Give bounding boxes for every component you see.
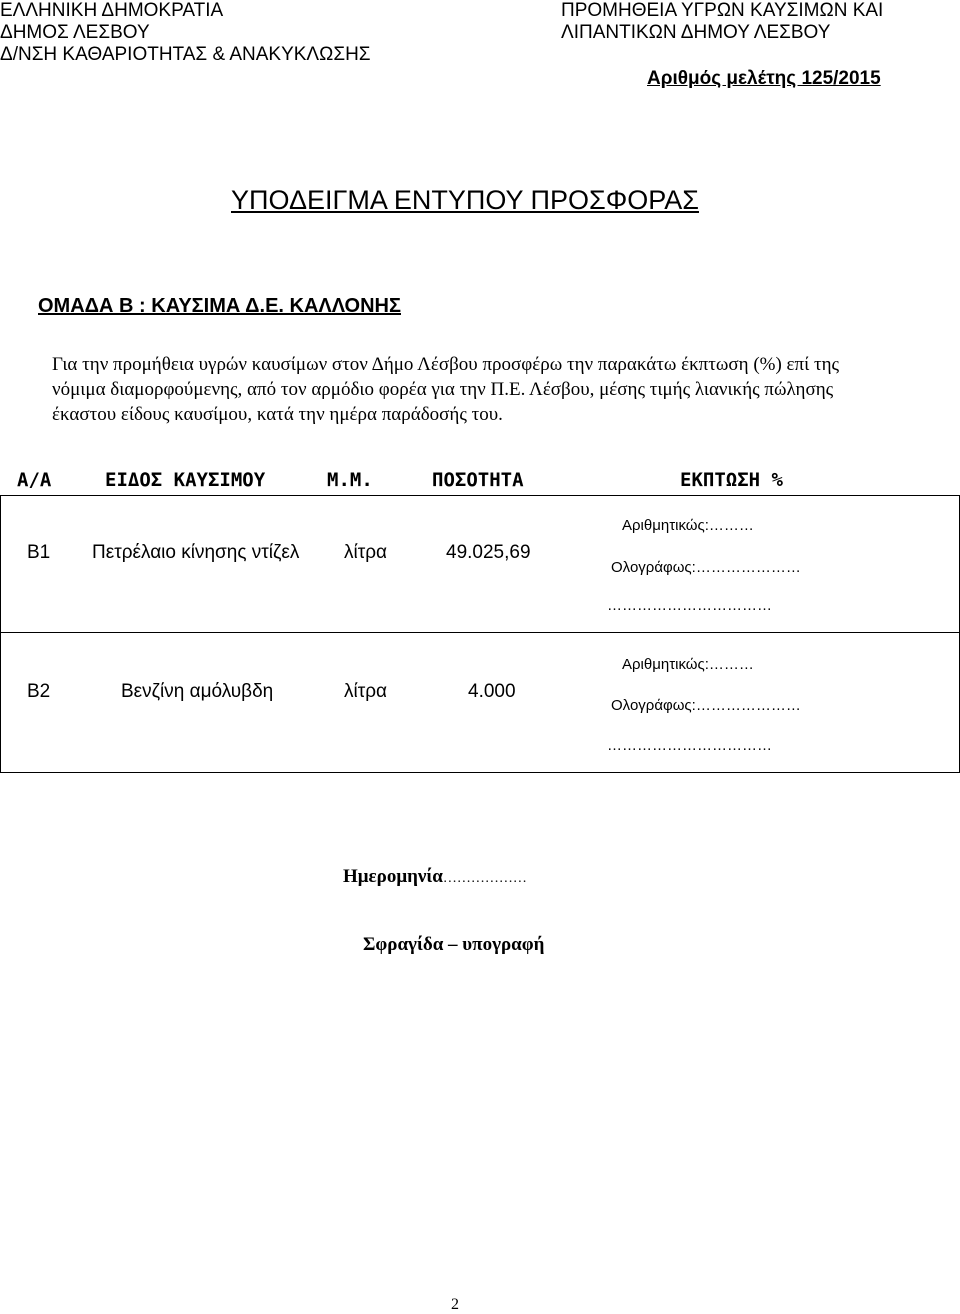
row-1-item: Πετρέλαιο κίνησης ντίζελ	[92, 542, 300, 563]
date-dots[interactable]: ………………	[442, 871, 527, 886]
page-title: ΥΠΟΔΕΙΓΜΑ ΕΝΤΥΠΟΥ ΠΡΟΣΦΟΡΑΣ	[231, 185, 699, 215]
row-2-numeric-field[interactable]: Αριθμητικώς:………	[622, 656, 754, 673]
row-2-item: Βενζίνη αμόλυβδη	[121, 681, 274, 702]
row-2-words-field[interactable]: Ολογράφως:…………………	[611, 697, 801, 714]
header-right-line-2: ΛΙΠΑΝΤΙΚΩΝ ΔΗΜΟΥ ΛΕΣΒΟΥ	[561, 22, 831, 43]
col-header-unit: Μ.Μ.	[327, 469, 373, 491]
row-1-aa: Β1	[27, 542, 51, 563]
row-1-words-field[interactable]: Ολογράφως:…………………	[611, 559, 801, 576]
row-1-extra-line[interactable]: ……………………………	[607, 597, 772, 614]
col-header-discount: ΕΚΠΤΩΣΗ %	[680, 469, 783, 491]
date-label: Ημερομηνία	[343, 866, 443, 887]
table-header-rule	[0, 495, 960, 496]
paragraph-line-3: έκαστου είδους καυσίμου, κατά την ημέρα παράδοσής του.	[52, 404, 503, 425]
date-line	[343, 866, 527, 888]
paragraph-line-1: Για την προμήθεια υγρών καυσίμων στον Δήμο Λέσβου προσφέρω την παρακάτω έκπτωση (%) επί της	[52, 354, 840, 375]
header-left-line-3: Δ/ΝΣΗ ΚΑΘΑΡΙΟΤΗΤΑΣ & ΑΝΑΚΥΚΛΩΣΗΣ	[0, 44, 371, 65]
row-2-extra-line[interactable]: ……………………………	[607, 737, 772, 754]
table-bottom-rule	[0, 772, 960, 773]
col-header-item: ΕΙΔΟΣ ΚΑΥΣΙΜΟΥ	[105, 469, 266, 491]
group-title: ΟΜΑΔΑ Β : ΚΑΥΣΙΜΑ Δ.Ε. ΚΑΛΛΟΝΗΣ	[38, 295, 401, 317]
signature-label: Σφραγίδα – υπογραφή	[363, 934, 545, 955]
header-left-line-2: ΔΗΜΟΣ ΛΕΣΒΟΥ	[0, 22, 150, 43]
paragraph-line-2: νόμιμα διαμορφούμενης, από τον αρμόδιο φορέα για την Π.Ε. Λέσβου, μέσης τιμής λιανικής πώλησης	[52, 379, 834, 400]
row-2-quantity: 4.000	[468, 681, 516, 702]
table-row-rule	[0, 632, 960, 633]
col-header-quantity: ΠΟΣΟΤΗΤΑ	[432, 469, 524, 491]
page-number: 2	[451, 1296, 459, 1313]
row-1-unit: λίτρα	[344, 542, 388, 563]
study-number: Αριθμός μελέτης 125/2015	[647, 68, 881, 89]
header-right-line-1: ΠΡΟΜΗΘΕΙΑ ΥΓΡΩΝ ΚΑΥΣΙΜΩΝ ΚΑΙ	[561, 0, 884, 21]
row-2-unit: λίτρα	[344, 681, 388, 702]
row-2-aa: Β2	[27, 681, 51, 702]
table-left-border	[0, 495, 1, 773]
row-1-numeric-field[interactable]: Αριθμητικώς:………	[622, 517, 754, 534]
col-header-aa: Α/Α	[17, 469, 52, 491]
row-1-quantity: 49.025,69	[446, 542, 531, 563]
header-left-line-1: ΕΛΛΗΝΙΚΗ ΔΗΜΟΚΡΑΤΙΑ	[0, 0, 224, 21]
